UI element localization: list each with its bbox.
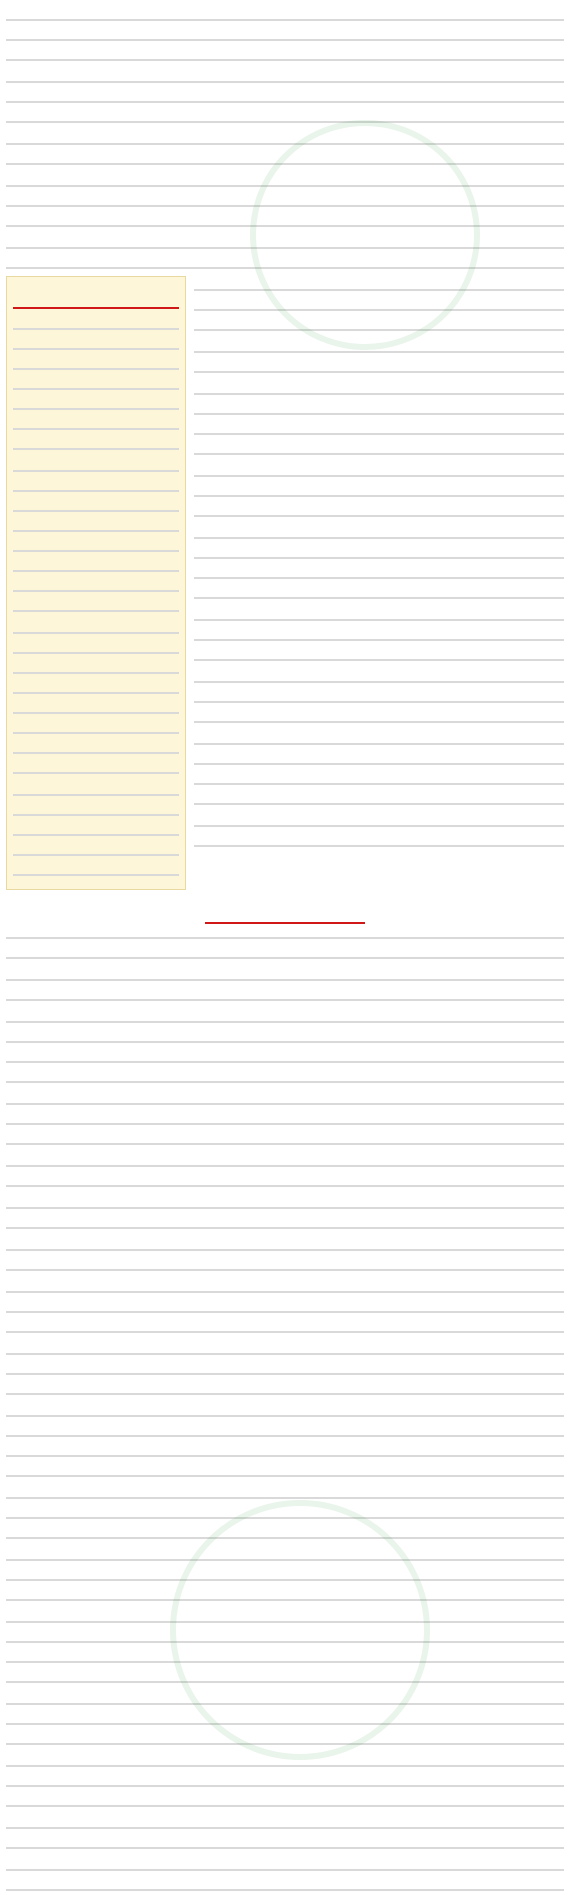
paragraph <box>6 924 564 964</box>
paragraph <box>6 1278 564 1338</box>
closing-block <box>6 1278 564 1904</box>
paragraph <box>6 234 564 274</box>
paragraph <box>6 1546 564 1606</box>
paragraph <box>6 1340 564 1400</box>
paragraph <box>6 1814 564 1854</box>
paragraph <box>6 1608 564 1688</box>
paragraph <box>13 315 179 455</box>
section-heading-wrap <box>6 890 564 924</box>
paragraph <box>6 1090 564 1150</box>
paragraph <box>194 668 564 728</box>
sidebar-body <box>13 315 179 881</box>
paragraph <box>6 1194 564 1234</box>
main-column <box>194 276 564 890</box>
after-heading-block <box>6 924 564 1276</box>
paragraph <box>6 966 564 1006</box>
paragraph <box>194 812 564 852</box>
paragraph <box>194 276 564 336</box>
paragraph <box>194 730 564 810</box>
paragraph <box>6 1752 564 1812</box>
paragraph <box>13 781 179 881</box>
paragraph <box>194 380 564 460</box>
sidebar-title <box>13 283 179 309</box>
paragraph <box>13 457 179 617</box>
paragraph <box>13 619 179 779</box>
paragraph <box>194 606 564 666</box>
intro-block <box>6 6 564 274</box>
paragraph <box>6 1690 564 1750</box>
paragraph <box>194 524 564 604</box>
section-heading <box>205 894 365 918</box>
two-column-section <box>6 276 564 890</box>
paragraph <box>6 6 564 66</box>
paragraph <box>6 1008 564 1088</box>
paragraph <box>194 338 564 378</box>
paragraph <box>6 1856 564 1904</box>
paragraph <box>6 68 564 128</box>
paragraph <box>6 1152 564 1192</box>
paragraph <box>6 172 564 232</box>
paragraph <box>6 1236 564 1276</box>
paragraph <box>6 1484 564 1544</box>
sidebar-box <box>6 276 186 890</box>
paragraph <box>6 130 564 170</box>
paragraph <box>194 462 564 522</box>
paragraph <box>6 1402 564 1482</box>
